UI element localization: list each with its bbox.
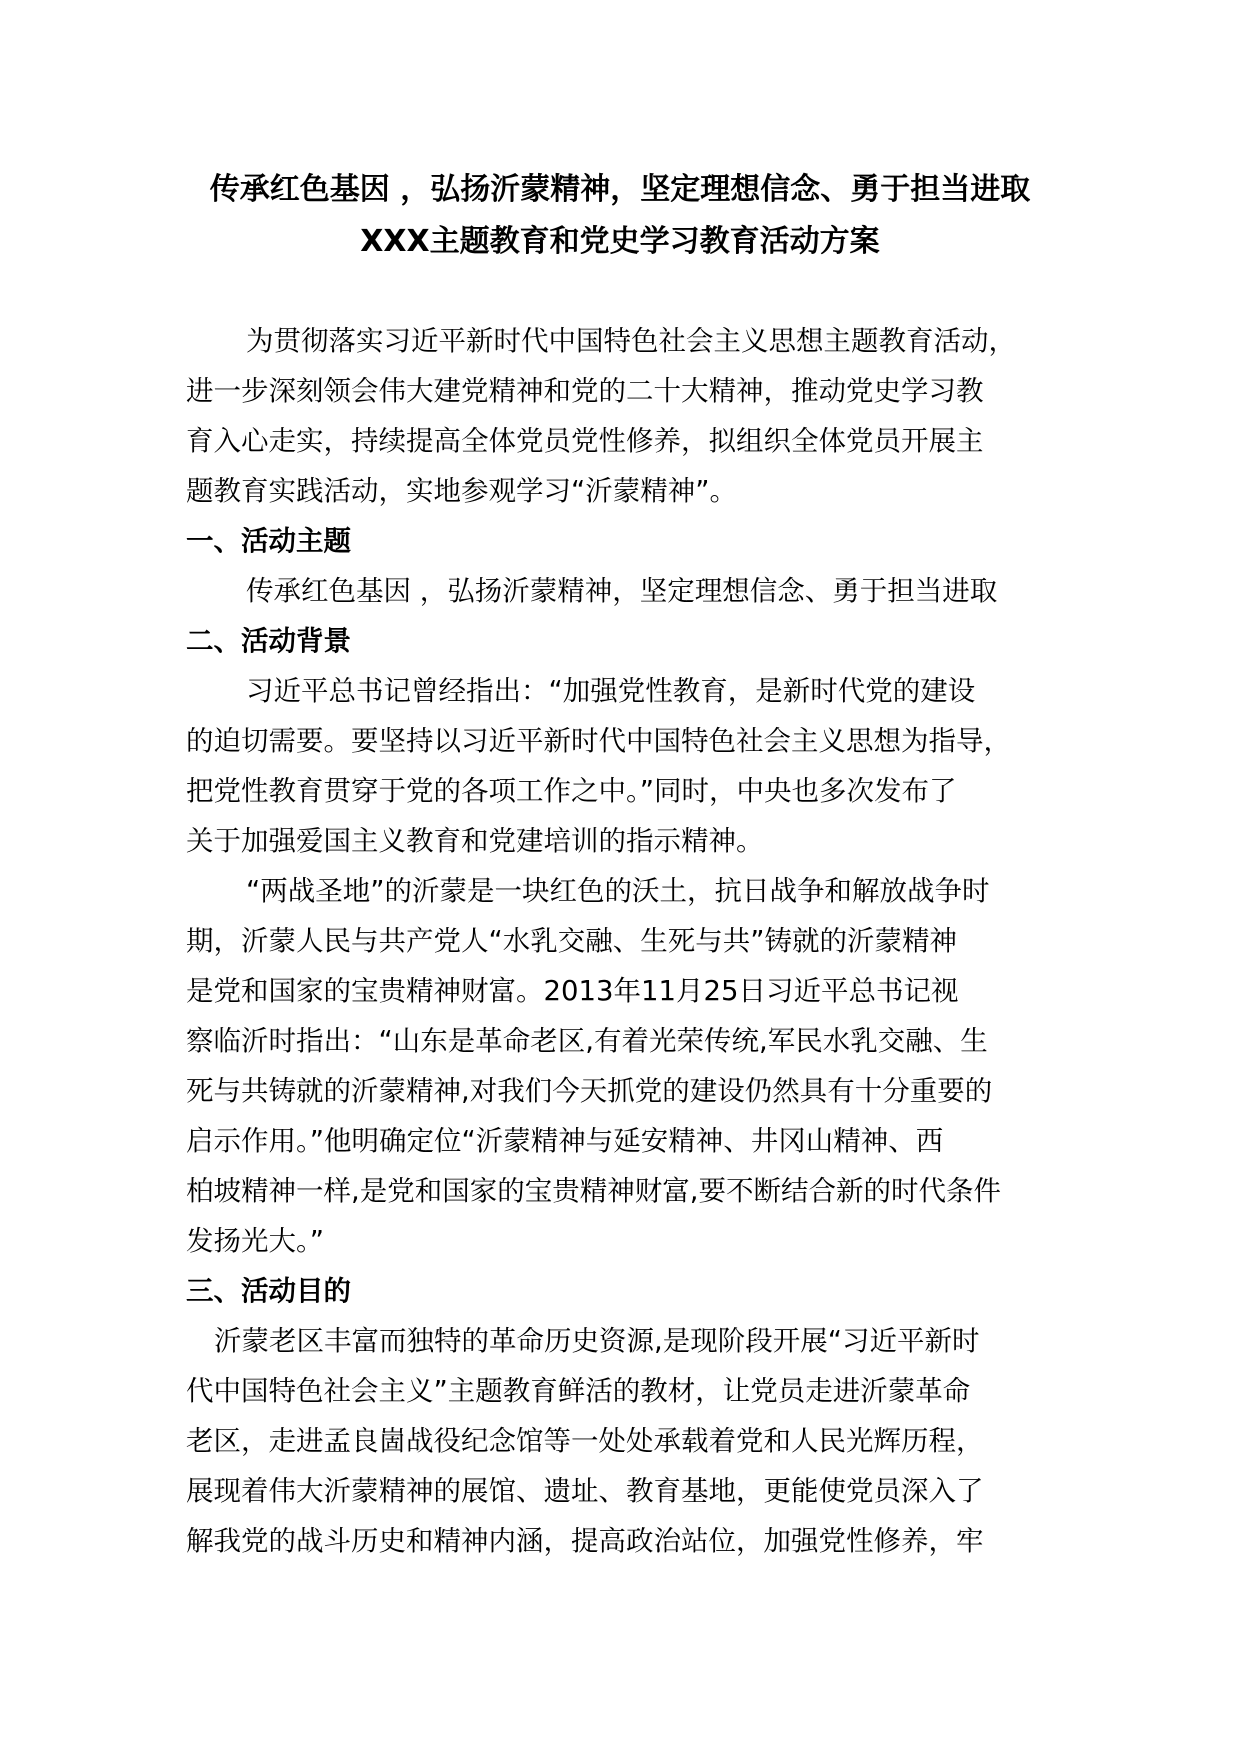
background-line: 死与共铸就的沂蒙精神,对我们今天抓党的建设仍然具有十分重要的 bbox=[186, 1075, 993, 1107]
background-line: 发扬光大。” bbox=[186, 1225, 324, 1257]
background-line: 是党和国家的宝贵精神财富。2013年11月25日习近平总书记视 bbox=[186, 975, 959, 1007]
purpose-line: 老区，走进孟良崮战役纪念馆等一处处承载着党和人民光辉历程， bbox=[186, 1425, 984, 1457]
section-heading-theme: 一、活动主题 bbox=[186, 525, 351, 557]
section-heading-background: 二、活动背景 bbox=[186, 625, 351, 657]
purpose-line: 展现着伟大沂蒙精神的展馆、遗址、教育基地，更能使党员深入了 bbox=[186, 1475, 984, 1507]
section-heading-purpose: 三、活动目的 bbox=[186, 1275, 351, 1307]
document-body bbox=[186, 316, 1086, 1566]
background-line: 习近平总书记曾经指出：“加强党性教育，是新时代党的建设 bbox=[246, 675, 976, 707]
background-line: 察临沂时指出：“山东是革命老区,有着光荣传统,军民水乳交融、生 bbox=[186, 1025, 988, 1057]
document-title-line-1: 传承红色基因 ，弘扬沂蒙精神，坚定理想信念、勇于担当进取 bbox=[209, 172, 1031, 207]
background-line: “两战圣地”的沂蒙是一块红色的沃土，抗日战争和解放战争时 bbox=[246, 875, 990, 907]
intro-line: 育入心走实，持续提高全体党员党性修养，拟组织全体党员开展主 bbox=[186, 425, 984, 457]
intro-line: 为贯彻落实习近平新时代中国特色社会主义思想主题教育活动， bbox=[246, 325, 1016, 357]
purpose-line: 代中国特色社会主义”主题教育鲜活的教材，让党员走进沂蒙革命 bbox=[186, 1375, 971, 1407]
background-line: 期，沂蒙人民与共产党人“水乳交融、生死与共”铸就的沂蒙精神 bbox=[186, 925, 957, 957]
background-line: 的迫切需要。要坚持以习近平新时代中国特色社会主义思想为指导， bbox=[186, 725, 1011, 757]
background-line: 把党性教育贯穿于党的各项工作之中。”同时，中央也多次发布了 bbox=[186, 775, 957, 807]
background-line: 柏坡精神一样,是党和国家的宝贵精神财富,要不断结合新的时代条件 bbox=[186, 1175, 1001, 1207]
intro-line: 题教育实践活动，实地参观学习“沂蒙精神”。 bbox=[186, 475, 737, 507]
purpose-line: 解我党的战斗历史和精神内涵，提高政治站位，加强党性修养，牢 bbox=[186, 1525, 984, 1557]
background-line: 关于加强爱国主义教育和党建培训的指示精神。 bbox=[186, 825, 764, 857]
theme-text: 传承红色基因 ，弘扬沂蒙精神，坚定理想信念、勇于担当进取 bbox=[246, 575, 998, 607]
purpose-line: 沂蒙老区丰富而独特的革命历史资源,是现阶段开展“习近平新时 bbox=[214, 1325, 980, 1357]
intro-line: 进一步深刻领会伟大建党精神和党的二十大精神，推动党史学习教 bbox=[186, 375, 984, 407]
document-title-line-2: XXX主题教育和党史学习教育活动方案 bbox=[360, 224, 880, 259]
background-line: 启示作用。”他明确定位“沂蒙精神与延安精神、井冈山精神、西 bbox=[186, 1125, 944, 1157]
